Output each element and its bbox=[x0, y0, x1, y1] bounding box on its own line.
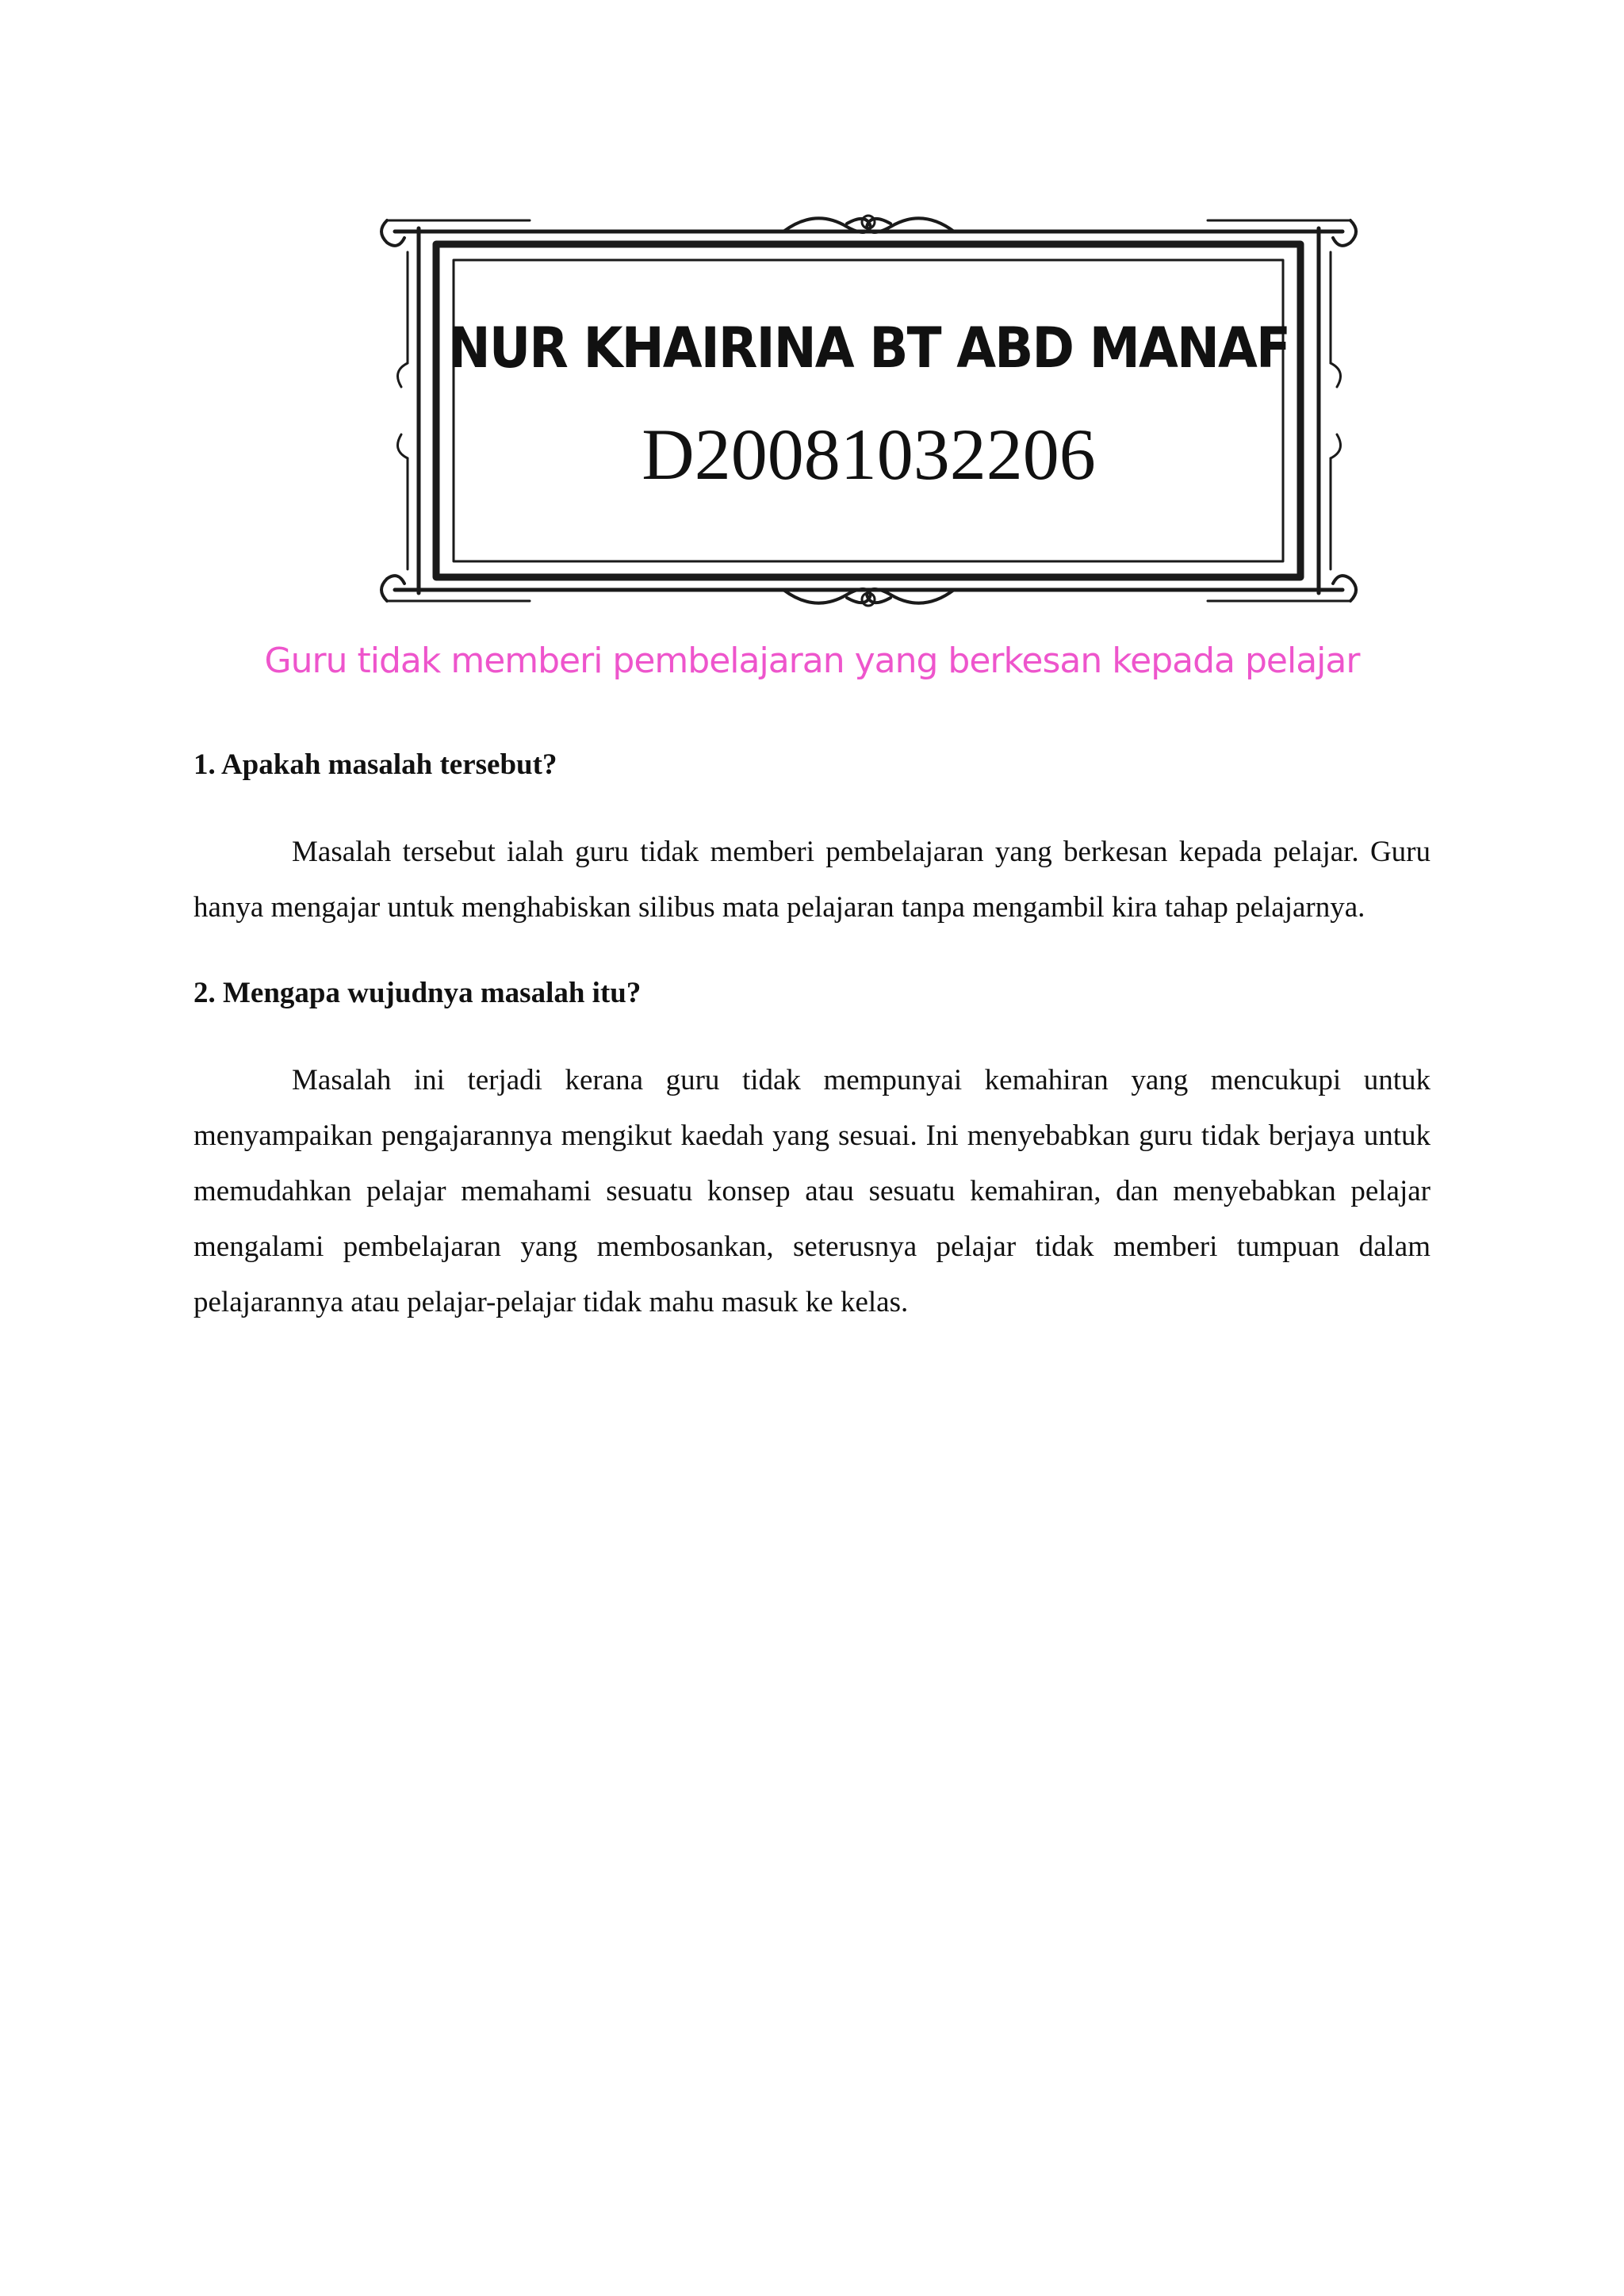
student-id: D20081032206 bbox=[642, 414, 1096, 495]
student-name: NUR KHAIRINA BT ABD MANAF bbox=[447, 316, 1290, 381]
document-body bbox=[193, 737, 1431, 1330]
question-1: 1. Apakah masalah tersebut? bbox=[193, 748, 557, 781]
answer-1: Masalah tersebut ialah guru tidak memberi pembelajaran yang berkesan kepada pelajar. Guru hanya mengajar untuk menghabiskan silibus mata pelajaran tanpa mengambil kira tahap pelajarnya. bbox=[193, 836, 1431, 924]
answer-2: Masalah ini terjadi kerana guru tidak mempunyai kemahiran yang mencukupi untuk menyampaikan pengajarannya mengikut kaedah yang sesuai. Ini menyebabkan guru tidak berjaya untuk memudahkan pelajar memahami sesuatu konsep atau sesuatu kemahiran, dan menyebabkan pelajar mengalami pembelajaran yang membosankan, seterusnya pelajar tidak memberi tumpuan dalam pelajarannya atau pelajar-pelajar tidak mahu masuk ke kelas. bbox=[193, 1064, 1431, 1318]
ornamental-frame-border bbox=[371, 205, 1366, 617]
document-subtitle: Guru tidak memberi pembelajaran yang berkesan kepada pelajar bbox=[264, 641, 1360, 681]
name-frame bbox=[371, 205, 1366, 617]
question-2: 2. Mengapa wujudnya masalah itu? bbox=[193, 977, 642, 1009]
